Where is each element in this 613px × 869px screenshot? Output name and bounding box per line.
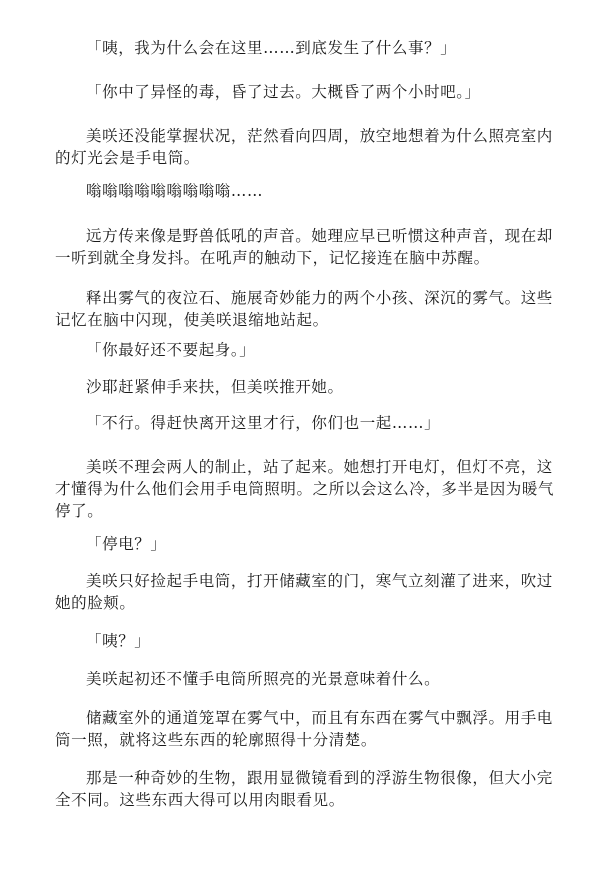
paragraph-sound: 嗡嗡嗡嗡嗡嗡嗡嗡嗡…… bbox=[86, 182, 264, 200]
paragraph-dialogue: 「咦？」 bbox=[86, 632, 151, 650]
paragraph: 远方传来像是野兽低吼的声音。她理应早已听惯这种声音，现在却一听到就全身发抖。在吼声的触动下，记忆接连在脑中苏醒。 bbox=[55, 227, 553, 267]
paragraph-dialogue: 「咦，我为什么会在这里……到底发生了什么事？」 bbox=[86, 39, 457, 57]
paragraph: 美咲起初还不懂手电筒所照亮的光景意味着什么。 bbox=[86, 670, 441, 688]
paragraph-dialogue: 「不行。得赶快离开这里才行，你们也一起……」 bbox=[86, 414, 441, 432]
paragraph-dialogue: 「你中了异怪的毒，昏了过去。大概昏了两个小时吧。」 bbox=[86, 83, 481, 101]
paragraph: 那是一种奇妙的生物，跟用显微镜看到的浮游生物很像，但大小完全不同。这些东西大得可以用肉眼看见。 bbox=[55, 769, 553, 809]
paragraph-dialogue: 「停电？」 bbox=[86, 535, 167, 553]
paragraph: 释出雾气的夜泣石、施展奇妙能力的两个小孩、深沉的雾气。这些记忆在脑中闪现，使美咲退缩地站起。 bbox=[55, 289, 553, 329]
paragraph: 沙耶赶紧伸手来扶，但美咲推开她。 bbox=[86, 378, 344, 396]
paragraph: 美咲只好捡起手电筒，打开储藏室的门，寒气立刻灌了进来，吹过她的脸颊。 bbox=[55, 572, 553, 612]
paragraph-dialogue: 「你最好还不要起身。」 bbox=[86, 341, 256, 359]
paragraph: 美咲还没能掌握状况，茫然看向四周，放空地想着为什么照亮室内的灯光会是手电筒。 bbox=[55, 127, 553, 167]
paragraph: 储藏室外的通道笼罩在雾气中，而且有东西在雾气中飘浮。用手电筒一照，就将这些东西的轮廓照得十分清楚。 bbox=[55, 709, 553, 749]
paragraph: 美咲不理会两人的制止，站了起来。她想打开电灯，但灯不亮，这才懂得为什么他们会用手电筒照明。之所以会这么冷，多半是因为暖气停了。 bbox=[55, 458, 555, 520]
